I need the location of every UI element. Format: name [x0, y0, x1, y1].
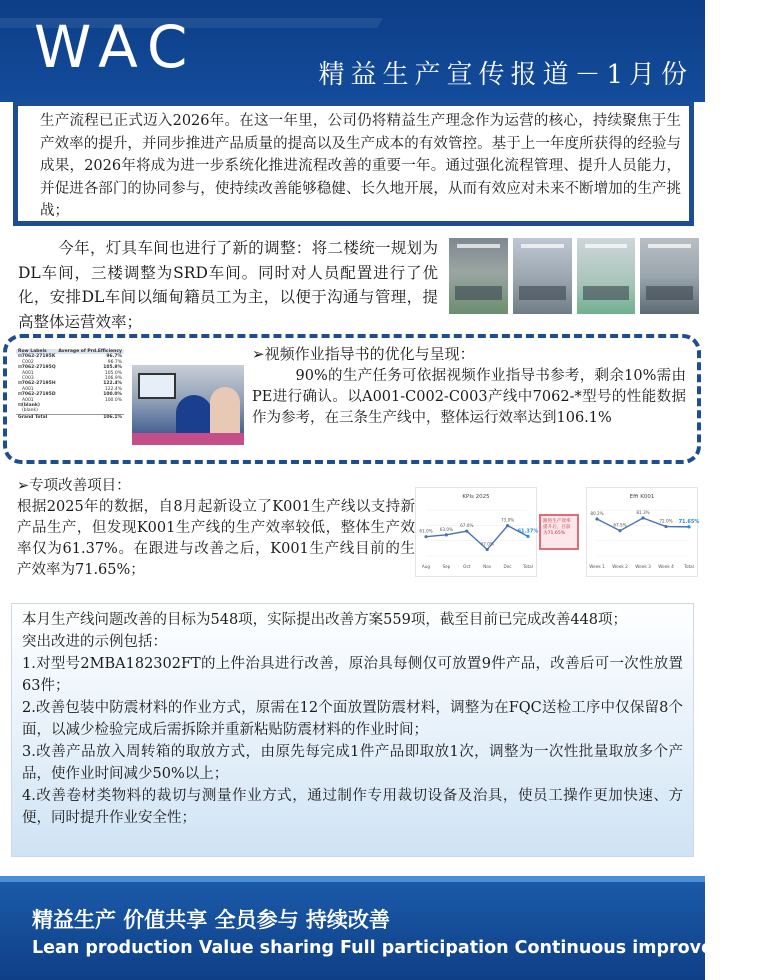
x-tick-label: Aug — [421, 564, 431, 569]
workshop-photo — [640, 238, 699, 314]
intro-text: 生产流程已正式迈入2026年。在这一年里，公司仍将精益生产理念作为运营的核心，持续聚焦于生产效率的提升，并同步推进产品质量的提高以及生产成本的有效管控。基于上一年度所获得的经验与成果，2026年将成为进一步系统化推进流程改善的重要一年。通过强化流程管理、提升人员能力，并促进各部门的协同参与，使持续改善能够稳健、长久地开展，从而有效应对未来不断增加的生产挑战； — [40, 113, 681, 219]
pivot-row-label: A001 — [22, 397, 34, 403]
data-label: 71.65% — [678, 518, 700, 525]
pivot-row-label: C003 — [22, 376, 34, 382]
efficiency-pivot-table — [16, 349, 124, 431]
example-item: 3.改善产品放入周转箱的取放方式，由原先每完成1件产品即取放1次，调整为一次性批量取放多个产品，使作业时间减少50%以上； — [22, 744, 683, 782]
pivot-row-value: 100.0% — [104, 397, 122, 403]
video-guide-text: 90%的生产任务可依据视频作业指导书参考，剩余10%需由PE进行确认。以A001-C002-C003产线中7062-*型号的性能数据作为参考，在三条生产线中，整体运行效率达到106.1% — [252, 368, 686, 426]
video-guide-photo — [132, 365, 244, 445]
report-title: 精益生产宣传报道－1月份 — [318, 60, 693, 90]
data-point — [618, 529, 621, 532]
pivot-row-label: C002 — [22, 359, 34, 365]
video-guide-body — [252, 366, 686, 429]
data-label: 61.0% — [419, 528, 433, 534]
chart-title: KPIs 2025 — [462, 494, 490, 500]
data-point — [641, 516, 644, 519]
pivot-row-value: 100.0% — [103, 392, 122, 398]
pivot-row-label: (blank) — [22, 408, 38, 414]
pivot-row-label: ⊟7062-27195D — [18, 392, 56, 398]
pivot-header-label: Row Labels — [18, 349, 47, 354]
x-tick-label: Week 1 — [589, 564, 605, 569]
workshop-text: 今年，灯具车间也进行了新的调整：将二楼统一规划为DL车间，三楼调整为SRD车间。同时对人员配置进行了优化，安排DL车间以缅甸籍员工为主，以便于沟通与管理，提高整体运营效率； — [18, 239, 438, 331]
pivot-row-value: 106.9% — [104, 376, 122, 382]
company-logo: WAC — [34, 13, 198, 81]
pivot-row-label: ⊟7062-27195Q — [18, 365, 56, 371]
data-label: 63.0% — [439, 526, 454, 532]
pivot-row-value: 96.7% — [106, 354, 122, 360]
x-tick-label: Week 3 — [635, 564, 651, 569]
goals-box — [11, 603, 694, 857]
x-tick-label: Week 4 — [658, 564, 674, 569]
chart-title: Effi K001 — [629, 494, 655, 500]
x-tick-label: Sep — [442, 564, 451, 569]
pivot-row-label: ⊟7062-27195H — [18, 381, 56, 387]
pivot-total-row — [16, 414, 124, 420]
data-point — [506, 524, 509, 527]
footer-edge — [0, 876, 705, 882]
data-label: 73.0% — [500, 517, 515, 523]
workshop-photos — [449, 238, 699, 314]
pivot-row-value: 105.0% — [104, 370, 122, 376]
intro-box — [13, 101, 694, 226]
pivot-total-label: Grand Total — [18, 414, 48, 420]
pivot-row-value: 122.4% — [103, 381, 122, 387]
data-label: 72.0% — [659, 518, 673, 524]
example-item: 4.改善卷材类物料的裁切与测量作业方式，通过制作专用裁切设备及治具，使员工操作更加快速、方便，同时提升作业安全性； — [22, 788, 683, 826]
example-item: 1.对型号2MBA182302FT的上件治具进行改善，原治具每侧仅可放置9件产品，改善后可一次性放置63件； — [22, 656, 683, 694]
efficiency-note: 跟进生产效率提升后，目前为71.65% — [539, 514, 579, 550]
pivot-header-value: Average of Prd.Efficiency — [58, 349, 122, 354]
pivot-row-label: A001 — [22, 386, 34, 392]
x-tick-label: Dec — [503, 564, 512, 569]
chart-svg — [416, 488, 539, 576]
special-project — [17, 476, 415, 581]
data-point — [445, 533, 448, 536]
x-tick-label: Nov — [483, 564, 492, 569]
special-heading: ➢专项改善项目： — [17, 478, 131, 494]
pivot-row-label: ⊟(blank) — [18, 403, 40, 409]
workbench — [132, 433, 244, 445]
monitor-screen — [138, 373, 176, 399]
data-label: 61.37% — [517, 528, 539, 535]
data-point — [424, 535, 427, 538]
pivot-row-value: 122.4% — [104, 386, 122, 392]
workshop-photo — [449, 238, 508, 314]
x-tick-label: Week 2 — [612, 564, 628, 569]
data-label: 67.0% — [460, 523, 474, 529]
workshop-paragraph — [18, 236, 438, 334]
footer-banner — [0, 876, 764, 980]
data-label: 81.3% — [636, 510, 650, 516]
data-label: 80.2% — [590, 511, 604, 517]
header-banner — [0, 0, 705, 102]
kpi-2025-chart — [415, 487, 537, 577]
examples-heading: 突出改进的示例包括： — [22, 634, 167, 650]
data-point — [526, 535, 529, 538]
slogan-chinese: 精益生产 价值共享 全员参与 持续改善 — [32, 908, 390, 932]
special-body: 根据2025年的数据，自8月起新设立了K001生产线以支持新产品生产，但发现K001生产线的生产效率较低，整体生产效率仅为61.37%。在跟进与改善之后，K001生产线目前的生产效率为71.65%； — [17, 499, 415, 578]
pivot-row-label: A001 — [22, 370, 34, 376]
chart-svg — [587, 488, 700, 576]
pivot-row-label: ⊟7062-27195K — [18, 354, 56, 360]
pivot-total-value: 106.1% — [103, 414, 122, 420]
pivot-row-value: 96.7% — [107, 359, 122, 365]
data-point — [664, 525, 667, 528]
x-tick-label: Total — [684, 564, 694, 569]
pivot-row-value: 105.8% — [103, 365, 122, 371]
series-line — [597, 518, 689, 531]
data-point — [687, 525, 690, 528]
x-tick-label: Total — [523, 564, 533, 569]
workshop-photo — [577, 238, 636, 314]
goals-intro: 本月生产线问题改善的目标为548项，实际提出改善方案559项，截至目前已完成改善448项； — [22, 612, 628, 628]
slogan-english: Lean production Value sharing Full participation Continuous improvement — [32, 938, 764, 958]
video-guide-heading: ➢视频作业指导书的优化与呈现： — [252, 345, 475, 363]
data-point — [486, 548, 489, 551]
data-point — [465, 530, 468, 533]
k001-efficiency-chart — [586, 487, 698, 577]
workshop-photo — [513, 238, 572, 314]
example-item: 2.改善包装中防震材料的作业方式，原需在12个面放置防震材料，调整为在FQC送检工序中仅保留8个面，以减少检验完成后需拆除并重新粘贴防震材料的作业时间； — [22, 700, 683, 738]
data-label: 67.5% — [613, 522, 627, 528]
data-point — [595, 517, 598, 520]
data-label: 47.0% — [480, 541, 494, 547]
x-tick-label: Oct — [463, 564, 471, 569]
